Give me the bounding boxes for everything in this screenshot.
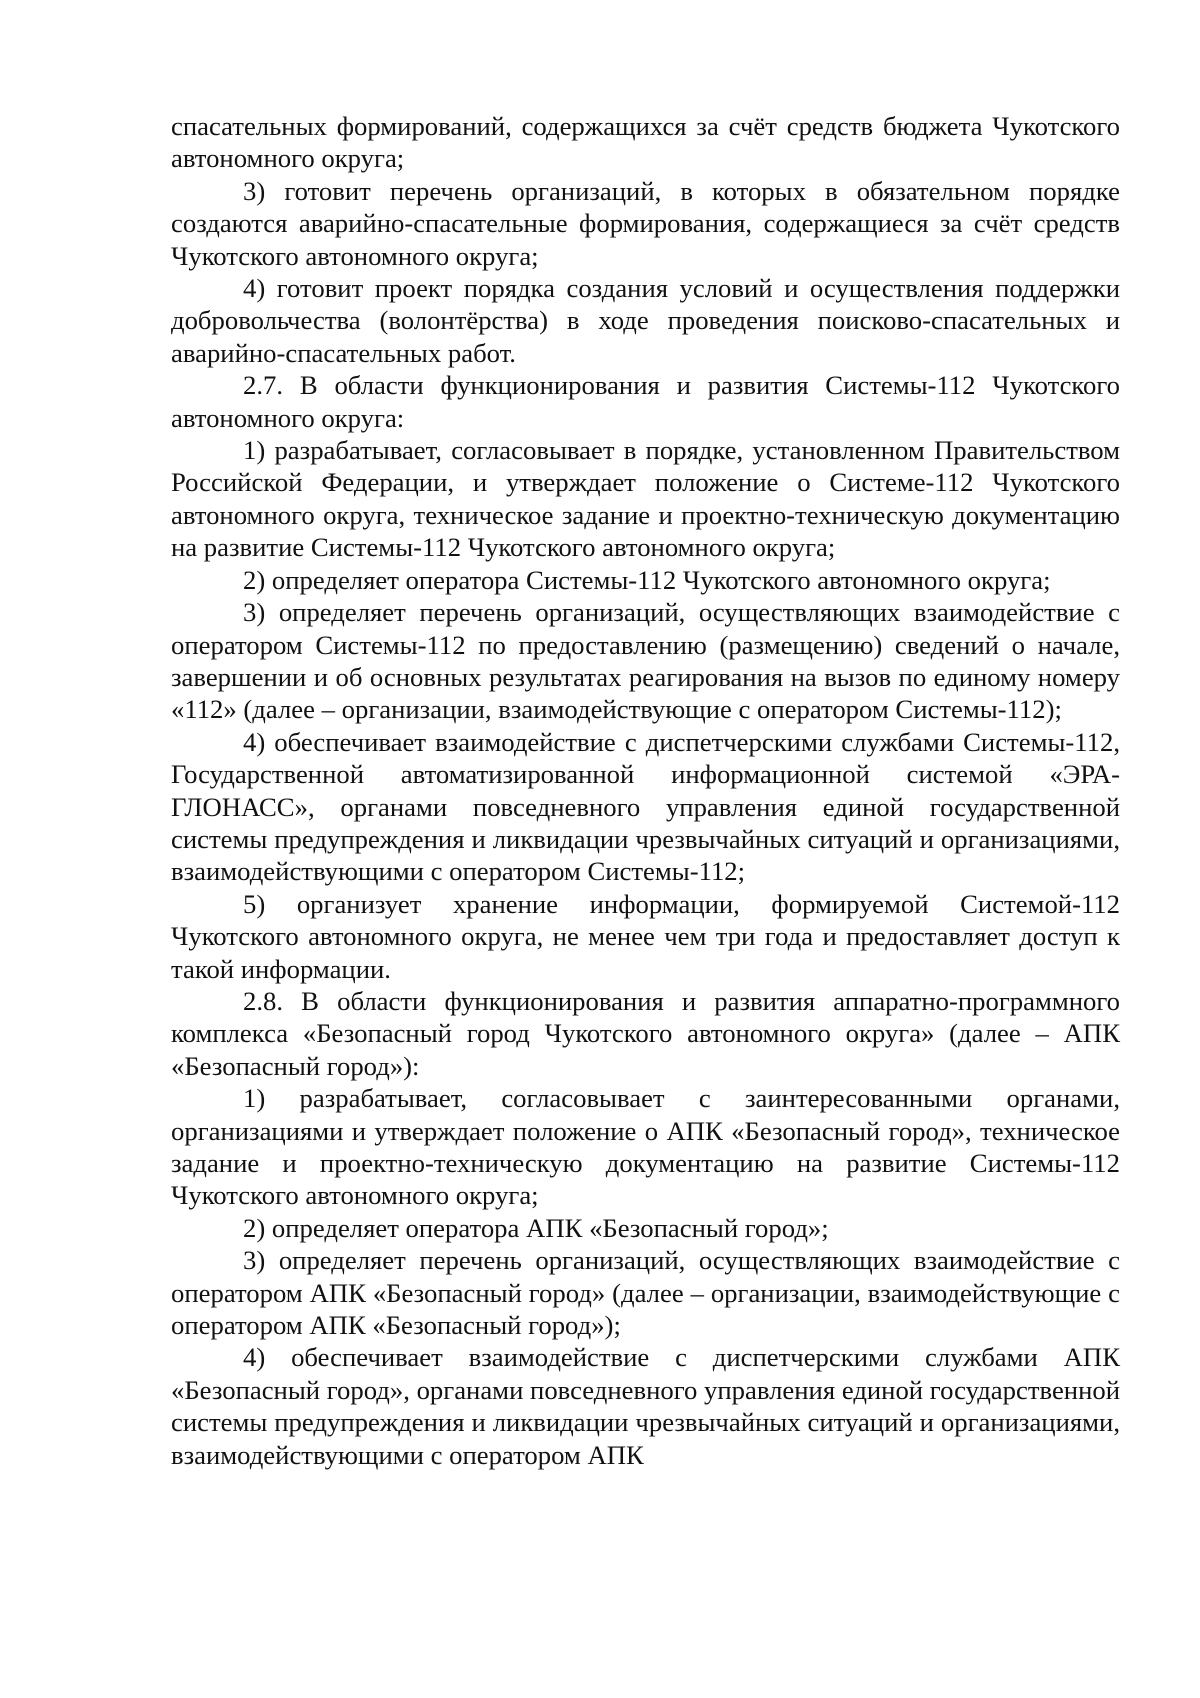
section-heading-2-7: 2.7. В области функционирования и развития Системы-112 Чукотского автономного округа: [171,370,1120,433]
paragraph: 1) разрабатывает, согласовывает с заинтересованными органами, организациями и утверждает положение о АПК «Безопасный город», техническое задание и проектно-техническую документацию на развитие Системы-112 Чукотского автономного округа; [171,1083,1120,1211]
section-heading-2-8: 2.8. В области функционирования и развития аппаратно-программного комплекса «Безопасный город Чукотского автономного округа» (далее – АПК «Безопасный город»): [171,985,1120,1081]
paragraph: 3) определяет перечень организаций, осуществляющих взаимодействие с оператором Системы-112 по предоставлению (размещению) сведений о начале, завершении и об основных результатах реагирования на вызов по единому номеру «112» (далее – организации, взаимодействующие с оператором Системы-112); [171,597,1120,725]
paragraph: 4) готовит проект порядка создания условий и осуществления поддержки добровольчества (волонтёрства) в ходе проведения поисково-спасательных и аварийно-спасательных работ. [171,273,1120,368]
paragraph: 5) организует хранение информации, формируемой Системой-112 Чукотского автономного округа, не менее чем три года и предоставляет доступ к такой информации. [171,888,1120,984]
document-page [171,110,1120,1471]
paragraph: 2) определяет оператора АПК «Безопасный город»; [243,1212,829,1243]
paragraph: 4) обеспечивает взаимодействие с диспетчерскими службами Системы-112, Государственной автоматизированной информационной системой «ЭРА-ГЛОНАСС», органами повседневного управления единой государственной системы предупреждения и ликвидации чрезвычайных ситуаций и организациями, взаимодействующими с оператором Системы-112; [171,726,1120,887]
paragraph: 2) определяет оператора Системы-112 Чукотского автономного округа; [243,564,1051,595]
paragraph: 3) готовит перечень организаций, в которых в обязательном порядке создаются аварийно-спасательные формирования, содержащиеся за счёт средств Чукотского автономного округа; [171,175,1120,271]
paragraph: 3) определяет перечень организаций, осуществляющих взаимодействие с оператором АПК «Безопасный город» (далее – организации, взаимодействующие с оператором АПК «Безопасный город»); [171,1245,1120,1341]
paragraph: 1) разрабатывает, согласовывает в порядке, установленном Правительством Российской Федерации, и утверждает положение о Системе-112 Чукотского автономного округа, техническое задание и проектно-техническую документацию на развитие Системы-112 Чукотского автономного округа; [171,435,1120,563]
paragraph: спасательных формирований, содержащихся за счёт средств бюджета Чукотского автономного округа; [171,111,1120,174]
paragraph: 4) обеспечивает взаимодействие с диспетчерскими службами АПК «Безопасный город», органами повседневного управления единой государственной системы предупреждения и ликвидации чрезвычайных ситуаций и организациями, взаимодействующими с оператором АПК [171,1342,1120,1470]
